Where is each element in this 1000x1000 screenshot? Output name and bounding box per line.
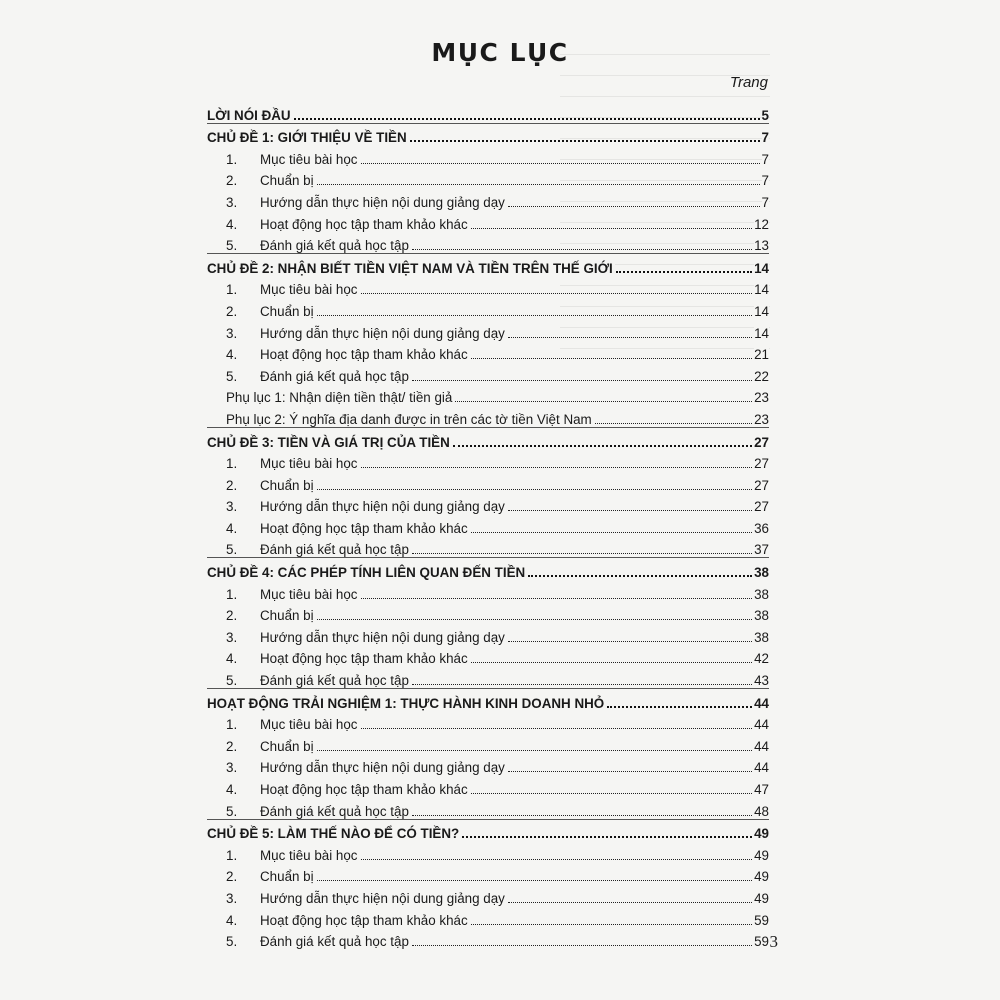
toc-entry-page: 27 xyxy=(754,477,769,493)
toc-entry-text: Đánh giá kết quả học tập xyxy=(260,803,409,819)
toc-heading xyxy=(207,123,769,146)
dot-leader xyxy=(361,598,753,599)
toc-heading xyxy=(207,688,769,711)
toc-item xyxy=(207,276,769,298)
toc-entry-number: 1. xyxy=(226,282,238,298)
toc-item xyxy=(207,536,769,558)
toc-entry-text: Hướng dẫn thực hiện nội dung giảng dạy xyxy=(260,194,505,210)
toc-entry-text: Hướng dẫn thực hiện nội dung giảng dạy xyxy=(260,629,505,645)
toc-entry-page: 14 xyxy=(754,303,769,319)
toc-entry-text: Hướng dẫn thực hiện nội dung giảng dạy xyxy=(260,325,505,341)
toc-item xyxy=(207,297,769,319)
toc-entry-page: 44 xyxy=(754,695,769,711)
toc-entry-page: 44 xyxy=(754,738,769,754)
toc-entry-label xyxy=(226,891,507,906)
toc-entry-label xyxy=(226,651,470,666)
toc-entry-label xyxy=(226,173,316,188)
toc-entry-number: 3. xyxy=(226,499,238,515)
toc-entry-page: 43 xyxy=(754,673,769,689)
toc-entry-label xyxy=(207,826,461,841)
toc-item xyxy=(207,623,769,645)
toc-entry-page: 49 xyxy=(754,847,769,863)
toc-entry-text: Chuẩn bị xyxy=(260,608,314,624)
dot-leader xyxy=(294,118,760,120)
toc-heading xyxy=(207,427,769,450)
toc-entry-text: Hoạt động học tập tham khảo khác xyxy=(260,912,468,928)
toc-entry-text: Mục tiêu bài học xyxy=(260,151,358,167)
toc-entry-number: 1. xyxy=(226,151,238,167)
toc-entry-page: 21 xyxy=(754,347,769,363)
dot-leader xyxy=(462,836,752,838)
toc-item xyxy=(207,188,769,210)
toc-item xyxy=(207,711,769,733)
toc-entry-number: 4. xyxy=(226,347,238,363)
toc-item xyxy=(207,732,769,754)
toc-item xyxy=(207,666,769,688)
dot-leader xyxy=(455,401,752,402)
dot-leader xyxy=(317,315,752,316)
toc-entry-label xyxy=(207,130,409,145)
toc-entry-page: 7 xyxy=(761,173,769,189)
toc-entry-label xyxy=(226,608,316,623)
toc-entry-text: Hướng dẫn thực hiện nội dung giảng dạy xyxy=(260,760,505,776)
toc-entry-text: Chuẩn bị xyxy=(260,173,314,189)
dot-leader xyxy=(317,489,752,490)
toc-entry-page: 7 xyxy=(761,194,769,210)
toc-entry-page: 23 xyxy=(754,390,769,406)
toc-item xyxy=(207,863,769,885)
toc-entry-text: Chuẩn bị xyxy=(260,303,314,319)
toc-entry-page: 27 xyxy=(754,434,769,450)
toc-entry-page: 27 xyxy=(754,499,769,515)
toc-item xyxy=(207,602,769,624)
toc-entry-text: Hoạt động học tập tham khảo khác xyxy=(260,651,468,667)
dot-leader xyxy=(607,706,752,708)
dot-leader xyxy=(361,293,753,294)
toc-entry-label xyxy=(207,261,615,276)
toc-entry-label xyxy=(226,282,360,297)
toc-entry-number: 1. xyxy=(226,847,238,863)
toc-entry-number: 5. xyxy=(226,368,238,384)
toc-entry-number: 2. xyxy=(226,608,238,624)
dot-leader xyxy=(471,793,752,794)
toc-entry-number: 2. xyxy=(226,738,238,754)
toc-item xyxy=(207,362,769,384)
dot-leader xyxy=(317,880,752,881)
toc-entry-text: Mục tiêu bài học xyxy=(260,586,358,602)
toc-entry-number: 4. xyxy=(226,912,238,928)
toc-entry-number: 2. xyxy=(226,303,238,319)
toc-entry-label xyxy=(226,456,360,471)
dot-leader xyxy=(471,662,752,663)
toc-entry-number: 5. xyxy=(226,542,238,558)
dot-leader xyxy=(412,249,752,250)
dot-leader xyxy=(508,641,752,642)
toc-item xyxy=(207,471,769,493)
toc-entry-label xyxy=(226,542,411,557)
toc-entry-label xyxy=(226,478,316,493)
toc-entry-label xyxy=(226,848,360,863)
toc-entry-text: LỜI NÓI ĐẦU xyxy=(207,107,291,123)
toc-entry-label xyxy=(207,565,527,580)
toc-entry-text: Đánh giá kết quả học tập xyxy=(260,934,409,950)
dot-leader xyxy=(595,423,752,424)
toc-entry-page: 37 xyxy=(754,542,769,558)
toc-entry-page: 36 xyxy=(754,520,769,536)
dot-leader xyxy=(471,358,752,359)
toc-item xyxy=(207,928,769,950)
toc-entry-number: 3. xyxy=(226,194,238,210)
toc-entry-page: 22 xyxy=(754,368,769,384)
toc-item xyxy=(207,797,769,819)
dot-leader xyxy=(410,140,760,142)
toc-entry-page: 38 xyxy=(754,608,769,624)
page-number: 3 xyxy=(769,932,778,951)
dot-leader xyxy=(508,510,752,511)
toc-entry-page: 49 xyxy=(754,890,769,906)
dot-leader xyxy=(361,728,753,729)
toc-entry-text: CHỦ ĐỀ 3: TIỀN VÀ GIÁ TRỊ CỦA TIỀN xyxy=(207,434,450,450)
toc-entry-number: 2. xyxy=(226,869,238,885)
toc-entry-page: 7 xyxy=(761,130,769,146)
toc-item xyxy=(207,341,769,363)
toc-entry-text: Mục tiêu bài học xyxy=(260,717,358,733)
toc-entry-page: 44 xyxy=(754,717,769,733)
dot-leader xyxy=(508,206,760,207)
dot-leader xyxy=(317,750,752,751)
toc-entry-label xyxy=(226,390,454,405)
toc-entry-page: 13 xyxy=(754,238,769,254)
toc-entry-label xyxy=(226,673,411,688)
toc-entry-text: CHỦ ĐỀ 5: LÀM THẾ NÀO ĐỂ CÓ TIỀN? xyxy=(207,826,460,842)
toc-entry-number: 3. xyxy=(226,760,238,776)
toc-item xyxy=(207,319,769,341)
toc-entry-text: Phụ lục 1: Nhận diện tiền thật/ tiền giả xyxy=(226,390,453,406)
toc-entry-text: Chuẩn bị xyxy=(260,477,314,493)
dot-leader xyxy=(361,859,753,860)
toc-entry-page: 14 xyxy=(754,260,769,276)
toc-entry-page: 38 xyxy=(754,586,769,602)
toc-entry-page: 12 xyxy=(754,216,769,232)
toc-entry-page: 27 xyxy=(754,456,769,472)
toc-entry-page: 38 xyxy=(754,629,769,645)
toc-entry-text: Đánh giá kết quả học tập xyxy=(260,368,409,384)
toc-entry-text: Hướng dẫn thực hiện nội dung giảng dạy xyxy=(260,499,505,515)
toc-entry-text: Hoạt động học tập tham khảo khác xyxy=(260,347,468,363)
toc-entry-label xyxy=(226,913,470,928)
table-of-contents xyxy=(207,101,769,949)
toc-entry-text: Đánh giá kết quả học tập xyxy=(260,673,409,689)
toc-entry-page: 48 xyxy=(754,803,769,819)
toc-entry-number: 1. xyxy=(226,456,238,472)
toc-entry-page: 38 xyxy=(754,565,769,581)
toc-heading xyxy=(207,101,769,123)
toc-heading xyxy=(207,819,769,842)
toc-entry-text: Mục tiêu bài học xyxy=(260,282,358,298)
toc-entry-label xyxy=(207,435,452,450)
toc-item xyxy=(207,210,769,232)
toc-item xyxy=(207,493,769,515)
toc-item xyxy=(207,145,769,167)
toc-entry-text: Hoạt động học tập tham khảo khác xyxy=(260,520,468,536)
toc-entry-number: 2. xyxy=(226,173,238,189)
dot-leader xyxy=(471,532,752,533)
toc-item xyxy=(207,841,769,863)
toc-heading xyxy=(207,253,769,276)
toc-entry-label xyxy=(226,739,316,754)
page-column-label: Trang xyxy=(729,74,768,91)
toc-item xyxy=(207,232,769,254)
toc-entry-label xyxy=(207,696,606,711)
toc-entry-label xyxy=(226,782,470,797)
toc-entry-text: Hướng dẫn thực hiện nội dung giảng dạy xyxy=(260,890,505,906)
toc-entry-label xyxy=(226,412,594,427)
toc-entry-text: Phụ lục 2: Ý nghĩa địa danh được in trên các tờ tiền Việt Nam xyxy=(226,411,592,427)
toc-entry-label xyxy=(226,195,507,210)
page-title: MỤC LỤC xyxy=(431,38,569,67)
toc-entry-page: 14 xyxy=(754,325,769,341)
toc-entry-page: 47 xyxy=(754,782,769,797)
toc-entry-page: 44 xyxy=(754,760,769,776)
dot-leader xyxy=(528,575,752,577)
toc-entry-label xyxy=(226,521,470,536)
dot-leader xyxy=(412,815,752,816)
dot-leader xyxy=(508,771,752,772)
toc-entry-text: Hoạt động học tập tham khảo khác xyxy=(260,216,468,232)
toc-entry-label xyxy=(226,304,316,319)
toc-entry-number: 2. xyxy=(226,477,238,493)
toc-entry-text: CHỦ ĐỀ 2: NHẬN BIẾT TIỀN VIỆT NAM VÀ TIỀN TRÊN THẾ GIỚI xyxy=(207,260,613,276)
toc-entry-label xyxy=(226,717,360,732)
toc-entry-text: Đánh giá kết quả học tập xyxy=(260,238,409,254)
toc-item xyxy=(207,754,769,776)
toc-entry-text: Mục tiêu bài học xyxy=(260,847,358,863)
toc-item xyxy=(207,514,769,536)
toc-entry-number: 4. xyxy=(226,520,238,536)
toc-entry-page: 7 xyxy=(761,151,769,167)
toc-entry-page: 5 xyxy=(761,107,769,123)
dot-leader xyxy=(317,184,760,185)
toc-entry-label xyxy=(207,108,293,123)
toc-entry-number: 1. xyxy=(226,586,238,602)
toc-entry-text: Đánh giá kết quả học tập xyxy=(260,542,409,558)
toc-entry-text: Hoạt động học tập tham khảo khác xyxy=(260,782,468,797)
toc-entry-label xyxy=(226,499,507,514)
dot-leader xyxy=(471,924,752,925)
toc-entry-text: HOẠT ĐỘNG TRẢI NGHIỆM 1: THỰC HÀNH KINH DOANH NHỎ xyxy=(207,695,605,711)
toc-item xyxy=(207,450,769,472)
toc-entry-page: 59 xyxy=(754,912,769,928)
toc-entry-number: 1. xyxy=(226,717,238,733)
toc-item xyxy=(207,645,769,667)
toc-entry-text: Chuẩn bị xyxy=(260,869,314,885)
toc-entry-number: 5. xyxy=(226,934,238,950)
toc-entry-label xyxy=(226,760,507,775)
toc-entry-text: CHỦ ĐỀ 1: GIỚI THIỆU VỀ TIỀN xyxy=(207,130,407,146)
toc-entry-label xyxy=(226,587,360,602)
toc-entry-label xyxy=(226,347,470,362)
toc-entry-number: 5. xyxy=(226,803,238,819)
toc-entry-page: 49 xyxy=(754,869,769,885)
toc-entry-number: 4. xyxy=(226,651,238,667)
dot-leader xyxy=(616,271,752,273)
toc-entry-label xyxy=(226,369,411,384)
toc-item xyxy=(207,884,769,906)
dot-leader xyxy=(412,380,752,381)
toc-entry-label xyxy=(226,630,507,645)
toc-entry-label xyxy=(226,238,411,253)
toc-item xyxy=(207,580,769,602)
toc-entry-text: CHỦ ĐỀ 4: CÁC PHÉP TÍNH LIÊN QUAN ĐẾN TIỀN xyxy=(207,565,526,581)
toc-entry-number: 3. xyxy=(226,890,238,906)
toc-item xyxy=(207,167,769,189)
dot-leader xyxy=(453,445,752,447)
toc-entry-label xyxy=(226,217,470,232)
dot-leader xyxy=(508,337,752,338)
toc-entry-page: 59 xyxy=(754,934,769,950)
toc-heading xyxy=(207,557,769,580)
dot-leader xyxy=(317,619,752,620)
toc-entry-page: 14 xyxy=(754,282,769,298)
dot-leader xyxy=(361,163,760,164)
toc-entry-label xyxy=(226,152,360,167)
dot-leader xyxy=(361,467,753,468)
toc-entry-text: Chuẩn bị xyxy=(260,738,314,754)
dot-leader xyxy=(508,902,752,903)
dot-leader xyxy=(412,684,752,685)
toc-entry-label xyxy=(226,934,411,949)
toc-item xyxy=(207,775,769,797)
toc-entry-label xyxy=(226,804,411,819)
toc-entry-page: 49 xyxy=(754,826,769,842)
toc-appendix xyxy=(207,405,769,427)
toc-item xyxy=(207,906,769,928)
dot-leader xyxy=(412,945,752,946)
toc-entry-number: 5. xyxy=(226,673,238,689)
toc-entry-label xyxy=(226,326,507,341)
toc-entry-label xyxy=(226,869,316,884)
toc-entry-number: 3. xyxy=(226,629,238,645)
dot-leader xyxy=(471,228,752,229)
dot-leader xyxy=(412,553,752,554)
toc-entry-page: 23 xyxy=(754,411,769,427)
toc-entry-number: 3. xyxy=(226,325,238,341)
toc-entry-page: 42 xyxy=(754,651,769,667)
toc-appendix xyxy=(207,384,769,406)
toc-entry-number: 4. xyxy=(226,782,238,797)
toc-entry-number: 4. xyxy=(226,216,238,232)
toc-entry-text: Mục tiêu bài học xyxy=(260,456,358,472)
toc-entry-number: 5. xyxy=(226,238,238,254)
